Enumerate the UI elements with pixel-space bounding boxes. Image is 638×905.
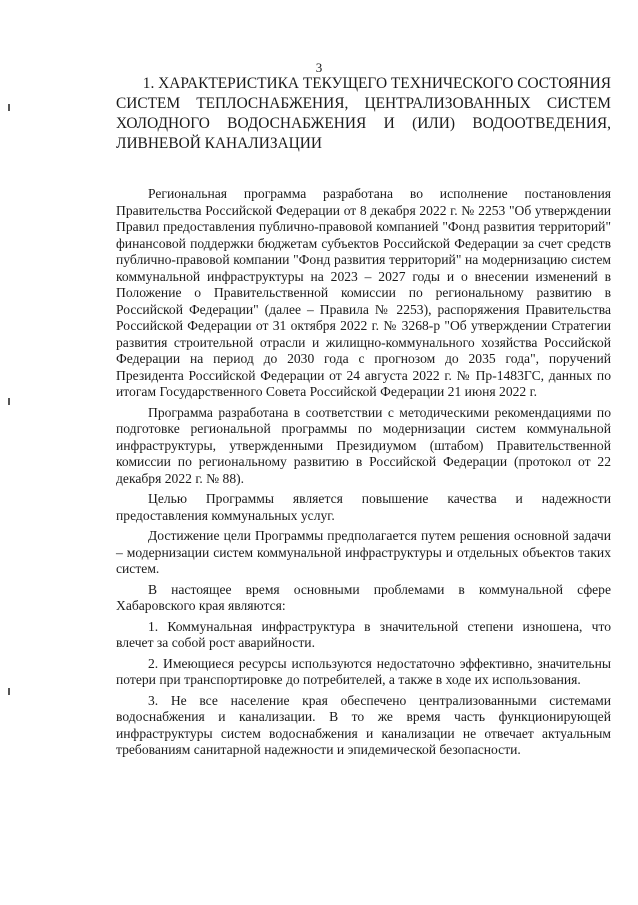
paragraph: Целью Программы является повышение качества и надежности предоставления коммунальных услуг. (116, 491, 611, 523)
margin-mark (8, 104, 10, 111)
heading-line: ЛИВНЕВОЙ КАНАЛИЗАЦИИ (116, 135, 323, 152)
list-item: 3. Не все население края обеспечено централизованными системами водоснабжения и канализации. В то же время часть функционирующей инфраструктуры систем водоснабжения и канализации не отвечает актуальным требованиям санитарной надежности и эпидемической безопасности. (116, 692, 611, 757)
paragraph: Достижение цели Программы предполагается путем решения основной задачи – модернизации систем коммунальной инфраструктуры и отдельных объектов таких систем. (116, 528, 611, 576)
margin-mark (8, 398, 10, 405)
page-number: 3 (315, 60, 323, 75)
list-item: 1. Коммунальная инфраструктура в значительной степени изношена, что влечет за собой рост аварийности. (116, 618, 611, 650)
section-heading (116, 74, 611, 154)
margin-mark (8, 688, 10, 695)
heading-line: СИСТЕМ ТЕПЛОСНАБЖЕНИЯ, ЦЕНТРАЛИЗОВАННЫХ СИСТЕМ (116, 95, 611, 112)
paragraph: В настоящее время основными проблемами в коммунальной сфере Хабаровского края являются: (116, 581, 611, 613)
document-body (116, 186, 611, 759)
heading-line: 1. ХАРАКТЕРИСТИКА ТЕКУЩЕГО ТЕХНИЧЕСКОГО СОСТОЯНИЯ (142, 75, 611, 92)
heading-line: ХОЛОДНОГО ВОДОСНАБЖЕНИЯ И (ИЛИ) ВОДООТВЕДЕНИЯ, (116, 115, 611, 132)
list-item: 2. Имеющиеся ресурсы используются недостаточно эффективно, значительны потери при транспортировке до потребителей, а также в ходе их использования. (116, 655, 611, 687)
paragraph: Региональная программа разработана во исполнение постановления Правительства Российской Федерации от 8 декабря 2022 г. № 2253 "Об утверждении Правил предоставления публично-правовой компанией "Фонд развития территорий" финансовой поддержки бюджетам субъектов Российской Федерации за счет средств публично-правовой компании "Фонд развития территорий" на модернизацию систем коммунальной инфраструктуры на 2023 – 2027 годы и о внесении изменений в Положение о Правительственной комиссии по региональному развитию в Российской Федерации" (далее – Правила № 2253), распоряжения Правительства Российской Федерации от 31 октября 2022 г. № 3268-р "Об утверждении Стратегии развития строительной отрасли и жилищно-коммунального хозяйства Российской Федерации на период до 2030 года с прогнозом до 2035 года", поручений Президента Российской Федерации от 24 августа 2022 г. № Пр-1483ГС, данных по итогам Государственного Совета Российской Федерации 21 июня 2022 г. (116, 186, 611, 399)
paragraph: Программа разработана в соответствии с методическими рекомендациями по подготовке региональной программы по модернизации систем коммунальной инфраструктуры, утвержденными Президиумом (штабом) Правительственной комиссии по региональному развитию в Российской Федерации (протокол от 22 декабря 2022 г. № 88). (116, 404, 611, 486)
